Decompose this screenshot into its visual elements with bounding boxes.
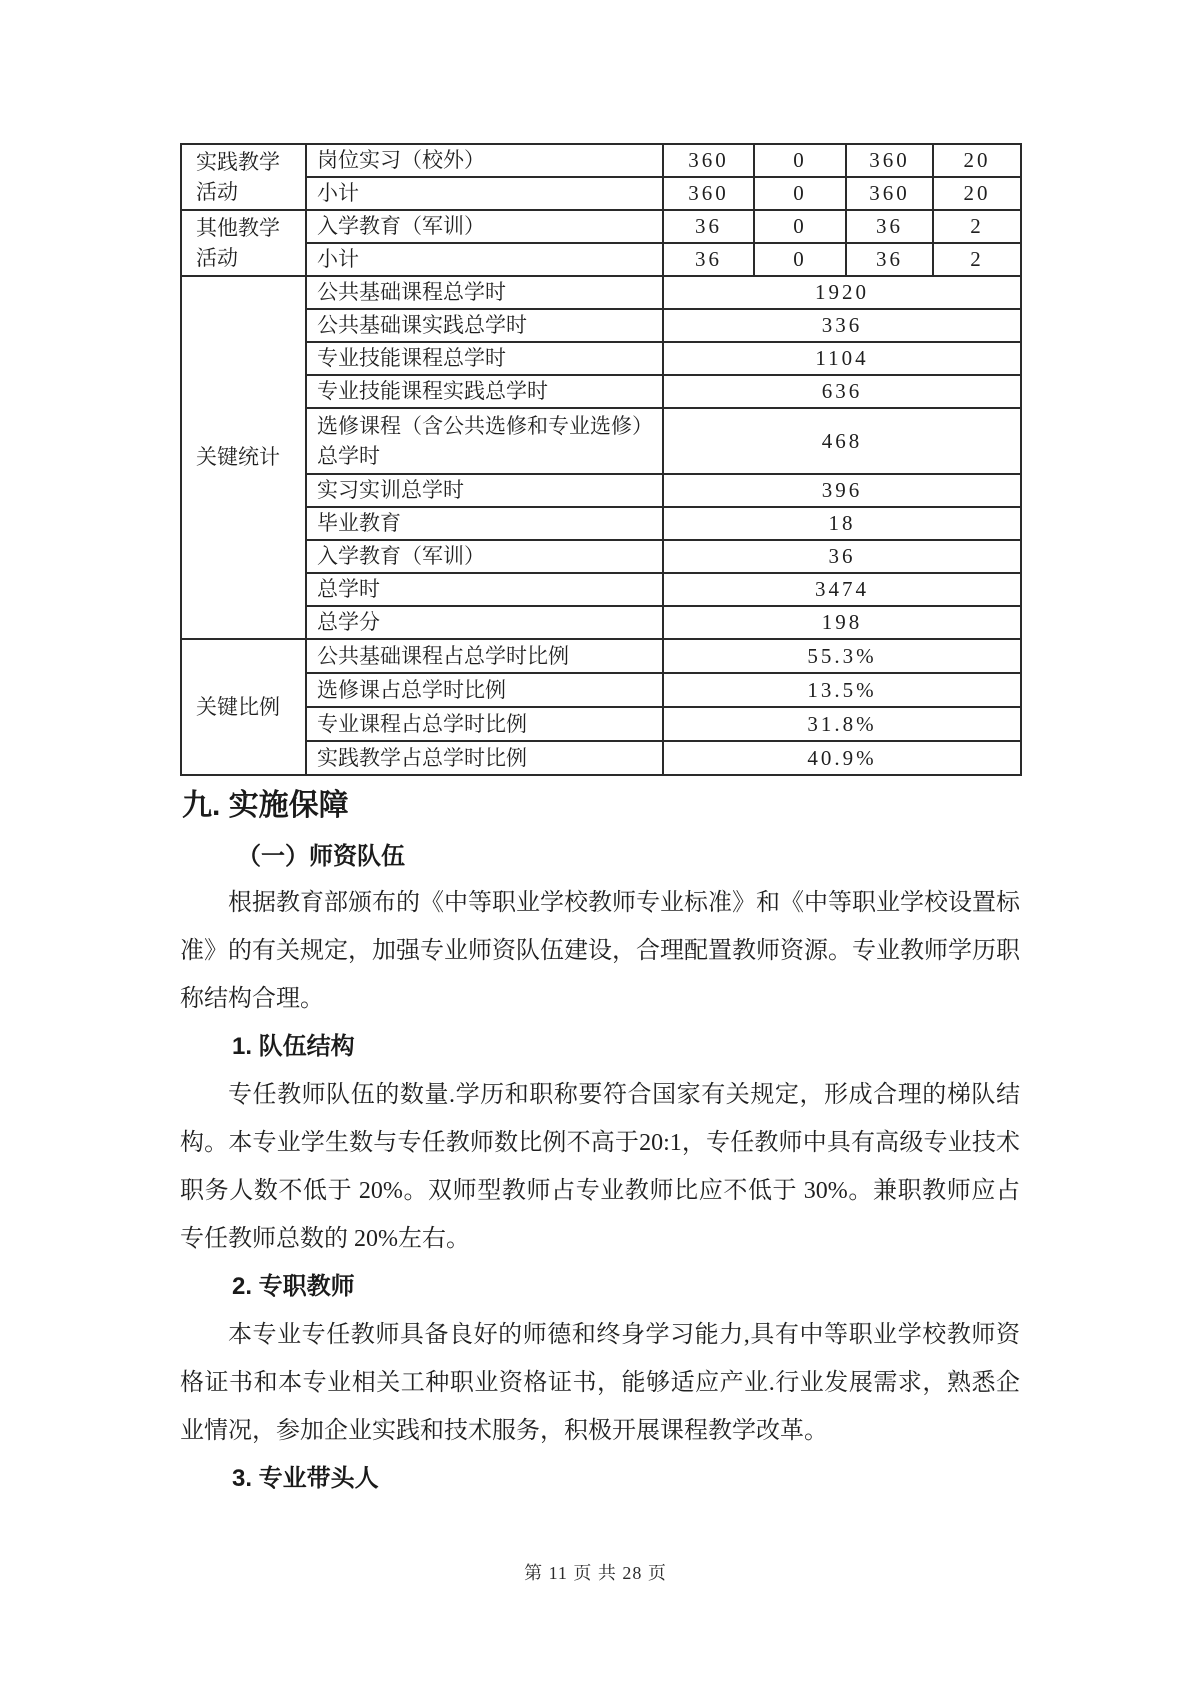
table-row <box>181 474 1021 507</box>
label-cell: 选修课占总学时比例 <box>306 673 663 707</box>
label-cell: 专业技能课程总学时 <box>306 342 663 375</box>
label-cell: 专业技能课程实践总学时 <box>306 375 663 408</box>
value-cell: 40.9% <box>663 741 1021 775</box>
paragraph-teacher-standards: 根据教育部颁布的《中等职业学校教师专业标准》和《中等职业学校设置标准》的有关规定，加强专业师资队伍建设，合理配置教师资源。专业教师学历职称结构合理。 <box>180 890 1020 1012</box>
value-cell: 1104 <box>663 342 1021 375</box>
table-row <box>181 177 1021 210</box>
table-row <box>181 144 1021 177</box>
value-cell: 36 <box>846 243 933 276</box>
heading-fulltime-teachers: 2. 专职教师 <box>232 1273 355 1300</box>
value-cell: 0 <box>754 210 846 243</box>
section-heading-nine: 九. 实施保障 <box>182 789 349 822</box>
heading-specialty-leader: 3. 专业带头人 <box>232 1465 379 1492</box>
table-row <box>181 540 1021 573</box>
value-cell: 360 <box>663 144 754 177</box>
value-cell: 36 <box>663 210 754 243</box>
value-cell: 198 <box>663 606 1021 639</box>
page-content <box>180 143 1020 1503</box>
value-cell: 55.3% <box>663 639 1021 673</box>
table-row <box>181 741 1021 775</box>
value-cell: 2 <box>933 210 1021 243</box>
table-row <box>181 243 1021 276</box>
table-row <box>181 639 1021 673</box>
table-row <box>181 375 1021 408</box>
value-cell: 360 <box>846 177 933 210</box>
page-number-footer: 第 11 页 共 28 页 <box>524 1563 667 1583</box>
paragraph-fulltime-teachers: 本专业专任教师具备良好的师德和终身学习能力,具有中等职业学校教师资格证书和本专业相关工种职业资格证书，能够适应产业.行业发展需求，熟悉企业情况，参加企业实践和技术服务，积极开展课程教学改革。 <box>180 1322 1020 1444</box>
table-row <box>181 606 1021 639</box>
table-row <box>181 309 1021 342</box>
value-cell: 360 <box>846 144 933 177</box>
value-cell: 18 <box>663 507 1021 540</box>
value-cell: 468 <box>663 408 1021 474</box>
group-cell-practice-activity: 实践教学活动 <box>181 144 306 210</box>
table-row <box>181 507 1021 540</box>
label-cell: 公共基础课程总学时 <box>306 276 663 309</box>
value-cell: 396 <box>663 474 1021 507</box>
label-cell: 专业课程占总学时比例 <box>306 707 663 741</box>
value-cell: 336 <box>663 309 1021 342</box>
table-row <box>181 673 1021 707</box>
label-cell: 毕业教育 <box>306 507 663 540</box>
value-cell: 36 <box>663 243 754 276</box>
table-row <box>181 707 1021 741</box>
value-cell: 0 <box>754 243 846 276</box>
group-cell-key-ratios: 关键比例 <box>181 639 306 775</box>
table-row <box>181 573 1021 606</box>
label-cell: 总学时 <box>306 573 663 606</box>
value-cell: 36 <box>663 540 1021 573</box>
label-cell: 公共基础课实践总学时 <box>306 309 663 342</box>
label-cell: 公共基础课程占总学时比例 <box>306 639 663 673</box>
value-cell: 0 <box>754 177 846 210</box>
value-cell: 2 <box>933 243 1021 276</box>
value-cell: 20 <box>933 144 1021 177</box>
table-row <box>181 210 1021 243</box>
label-cell: 入学教育（军训） <box>306 210 663 243</box>
value-cell: 3474 <box>663 573 1021 606</box>
value-cell: 1920 <box>663 276 1021 309</box>
table-row <box>181 276 1021 309</box>
value-cell: 0 <box>754 144 846 177</box>
value-cell: 360 <box>663 177 754 210</box>
heading-team-structure: 1. 队伍结构 <box>232 1033 355 1060</box>
label-cell: 实习实训总学时 <box>306 474 663 507</box>
label-cell: 小计 <box>306 243 663 276</box>
label-cell: 选修课程（含公共选修和专业选修）总学时 <box>306 408 663 474</box>
label-cell: 岗位实习（校外） <box>306 144 663 177</box>
paragraph-team-structure: 专任教师队伍的数量.学历和职称要符合国家有关规定，形成合理的梯队结构。本专业学生数与专任教师数比例不高于20:1，专任教师中具有高级专业技术职务人数不低于 20%。双师型教师占专业教师比应不低于 30%。兼职教师应占专任教师总数的 20%左右。 <box>180 1082 1020 1252</box>
table-row <box>181 408 1021 474</box>
label-cell: 入学教育（军训） <box>306 540 663 573</box>
label-cell: 小计 <box>306 177 663 210</box>
subsection-heading-teachers: （一）师资队伍 <box>237 843 405 870</box>
curriculum-stats-table <box>180 143 1022 776</box>
table-row <box>181 342 1021 375</box>
label-cell: 实践教学占总学时比例 <box>306 741 663 775</box>
value-cell: 636 <box>663 375 1021 408</box>
value-cell: 20 <box>933 177 1021 210</box>
label-cell: 总学分 <box>306 606 663 639</box>
group-cell-key-stats: 关键统计 <box>181 276 306 639</box>
group-cell-other-activity: 其他教学活动 <box>181 210 306 276</box>
value-cell: 31.8% <box>663 707 1021 741</box>
value-cell: 13.5% <box>663 673 1021 707</box>
value-cell: 36 <box>846 210 933 243</box>
